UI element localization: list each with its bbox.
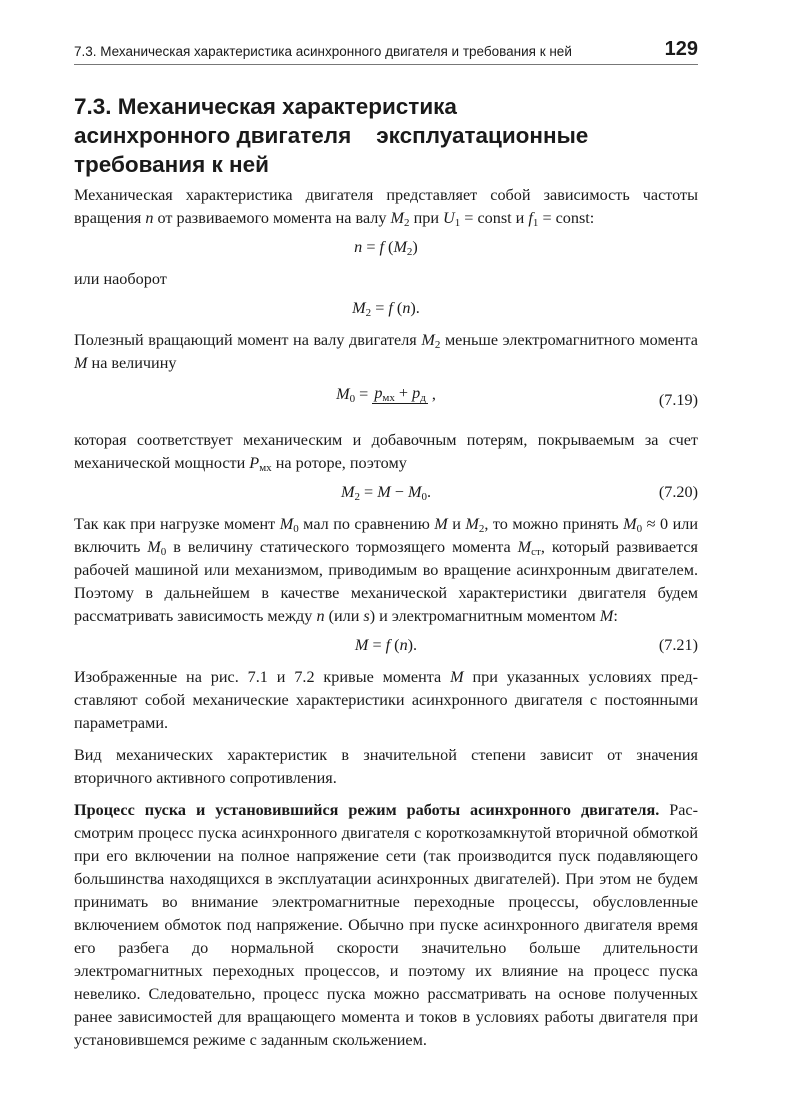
run-in-heading: Процесс пуска и установившийся режим работы асинхронного двигателя. [74, 801, 660, 819]
equation-number-7-20: (7.20) [658, 483, 698, 501]
paragraph-curves: Изображенные на рис. 7.1 и 7.2 кривые момента M при указанных условиях представляют собой механические характеристики асинхронного двигателя с постоянными параметрами. [74, 668, 699, 732]
paragraph-intro: Механическая характеристика двигателя представляет собой зависимость частоты вращения n от развиваемого момента на валу $M_2$ при $U_1$ = const и $f_1$ = const: [74, 186, 698, 229]
body-text [74, 184, 698, 1061]
equation-m2-of-n: $M_2 = f$ (n). [352, 299, 420, 319]
paragraph-useful-torque: Полезный вращающий момент на валу двигателя $M_2$ меньше электромагнитного момента M на величину [74, 331, 698, 372]
page-number: 129 [664, 38, 698, 60]
paragraph-static-torque: Так как при нагрузке момент $M_0$ мал по сравнению M и $M_2$, то можно принять $M_0 \approx 0$ или включить $M_0$ в величину статического тормозящего момента $M_{ст}$, который развивается рабочей машиной или механизмом, приводимым во вращение асинхронным двигателем. Поэтому в дальнейшем в качестве механической характеристики двигателя будем рассматривать зависимость между n (или s) и электромагнитным моментом M: [74, 515, 698, 625]
paragraph-resistance: Вид механических характеристик в значительной степени зависит от значения вторичного активного сопротивления. [74, 746, 698, 787]
running-header [74, 40, 698, 62]
equation-7-21: M = f (n). (7.21) [74, 632, 698, 660]
paragraph-losses: которая соответствует механическим и добавочным потерям, покрываемым за счет механической мощности $P_{мх}$ на роторе, поэтому [74, 431, 698, 474]
equation-number-7-21: (7.21) [658, 636, 698, 654]
section-title-line-3: требования к ней [74, 152, 269, 177]
header-rule [74, 64, 698, 65]
equation-7-19: $M_0$ = $p_{мх} + p_д$ , (7.19) [74, 379, 698, 423]
section-title [74, 92, 714, 179]
equation-number-7-19: (7.19) [658, 391, 698, 409]
paragraph-or-inverse: или наоборот [74, 270, 167, 288]
equation-n-of-m2: n = f $(M_2)$ [354, 238, 418, 258]
running-title: 7.3. Механическая характеристика асинхронного двигателя и требования к ней [74, 44, 572, 59]
section-title-line-2: асинхронного двигателя эксплуатационные [74, 123, 589, 148]
equation-7-20: $M_2 = M - M_0$. (7.20) [341, 483, 698, 503]
section-title-line-1: 7.3. Механическая характеристика [74, 94, 457, 119]
paragraph-starting-process: Процесс пуска и установившийся режим работы асинхронного двигателя. Рассмотрим процесс пуска асинхронного двигателя с короткозамкнутой вторичной обмоткой при его включении на полное напряжение сети (так производится пуск подавляющего большинства находящихся в эксплуатации асинхронных двигателей). При этом не будем принимать во внимание электромагнитные переходные процессы, обусловленные включением обмоток под напряжение. Обычно при пуске асинхронного двигателя время его разбега до нормальной скорости значительно больше длительности электромагнитных переходных процессов, и поэтому их влияние на процесс пуска невелико. Следовательно, процесс пуска можно рассматривать на основе полученных ранее зависимостей для вращающего момента и токов в условиях работы двигателя при установившемся режиме с заданным скольжением. [74, 801, 699, 1049]
